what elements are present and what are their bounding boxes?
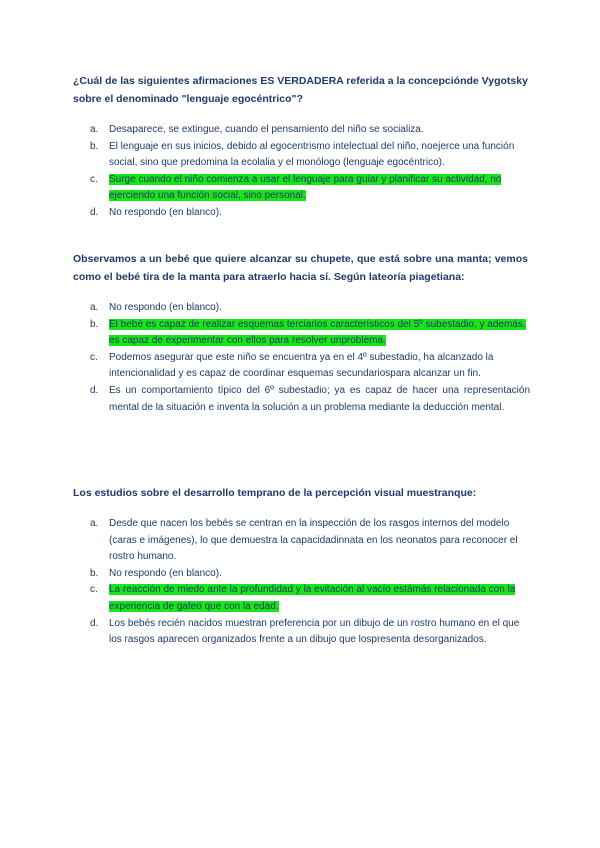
option-1a [90,122,530,139]
option-3b [90,566,530,583]
option-text: Los bebés recién nacidos muestran preferencia por un dibujo de un rostro humano en el que los rasgos aparecen organizados frente a un dibujo que lospresenta desorganizados. [109,617,520,646]
question-2-options [90,300,530,416]
option-2a [90,300,530,317]
option-letter: c. [90,584,98,596]
option-letter: a. [90,124,99,135]
option-letter: a. [90,302,99,313]
option-3a [90,516,530,566]
highlighted-answer: Surge cuando el niño comienza a usar el lenguaje para guiar y planificar su actividad, no ejerciendo una función social, sino personal. [109,173,502,202]
highlighted-answer: La reacción de miedo ante la profundidad y la evitación al vacío estámás relacionada con la experiencia de gateo que con la edad. [109,584,516,612]
option-letter: d. [90,617,99,629]
option-3d [90,616,530,649]
question-3-options [90,516,530,649]
option-letter: b. [90,318,99,330]
option-text: Desaparece, se extingue, cuando el pensamiento del niño se socializa. [109,124,424,135]
question-3-text: Los estudios sobre el desarrollo temprano de la percepción visual muestranque: [73,487,477,499]
option-letter: a. [90,518,99,529]
option-text: No respondo (en blanco). [109,302,222,313]
option-letter: b. [90,567,99,579]
question-1-text: ¿Cuál de las siguientes afirmaciones ES VERDADERA referida a la concepciónde Vygotsky sobre el denominado "lenguaje egocéntrico"? [73,75,528,105]
option-1b [90,139,530,172]
option-letter: c. [90,173,98,185]
option-text: Es un comportamiento típico del 6º subestadio; ya es capaz de hacer una representación mental de la situación e inventa la solución a un problema mediante la deducción mental. [109,384,530,413]
option-text: El lenguaje en sus inicios, debido al egocentrismo intelectual del niño, noejerce una función social, sino que predomina la ecolalia y el monólogo (lenguaje egocéntrico). [109,140,515,169]
option-text: Desde que nacen los bebés se centran en la inspección de los rasgos internos del modelo (caras e imágenes), lo que demuestra la capacidadinnata en los neonatos para reconocer el rostro humano. [109,518,518,563]
option-letter: d. [90,384,99,396]
option-text: Podemos asegurar que este niño se encuentra ya en el 4º subestadio, ha alcanzado la intencionalidad y es capaz de coordinar esquemas secundariospara alcanzar un fin. [109,351,494,380]
option-1c [90,172,530,205]
option-3c [90,582,530,615]
option-2c [90,350,530,383]
question-2-text: Observamos a un bebé que quiere alcanzar su chupete, que está sobre una manta; vemos como el bebé tira de la manta para atraerlo hacia sí. Según lateoría piagetiana: [73,253,528,283]
option-text: No respondo (en blanco). [109,567,222,579]
option-text: No respondo (en blanco). [109,206,222,218]
option-2d [90,383,530,416]
option-2b [90,317,530,350]
question-1-options [90,122,530,222]
highlighted-answer: El bebé es capaz de realizar esquemas terciarios característicos del 5º subestadio, y además, es capaz de experimentar con ellos para resolver unproblema. [109,318,526,347]
option-letter: c. [90,351,98,363]
option-letter: d. [90,206,99,218]
option-1d [90,205,530,222]
option-letter: b. [90,140,99,152]
